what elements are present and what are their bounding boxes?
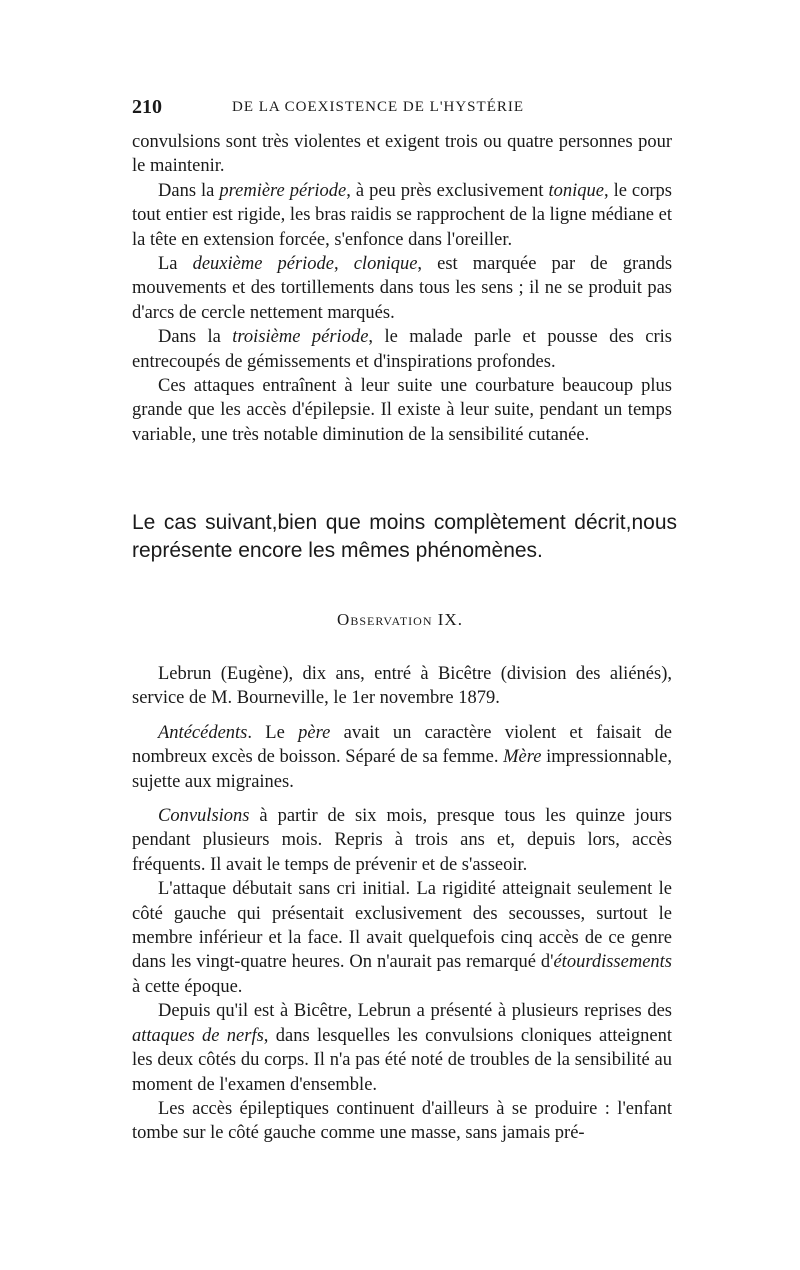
paragraph: Les accès épileptiques continuent d'ailleurs à se produire : l'enfant tombe sur le côté gauche comme une masse, sans jamais pré- [132, 1098, 672, 1144]
paragraph: L'attaque débutait sans cri initial. La rigidité atteignait seulement le côté gauche qui présentait exclusivement des secousses, surtout le membre inférieur et la face. Il avait quelquefois cinq accès de ce genre dans les vingt-quatre heures. On n'aurait pas remarqué d'étourdissements à cette époque. [132, 879, 672, 997]
observation-number: IX. [437, 610, 463, 629]
page-header [132, 96, 672, 120]
lead-paragraph: Le cas suivant,bien que moins complètement décrit,nous représente encore les mêmes phénomènes. [132, 511, 677, 562]
italic-term: Antécédents [158, 722, 248, 743]
paragraph: convulsions sont très violentes et exigent trois ou quatre personnes pour le maintenir. [132, 132, 672, 177]
paragraph: Dans la première période, à peu près exclusivement tonique, le corps tout entier est rigide, les bras raidis se rapprochent de la ligne médiane et la tête en extension forcée, s'enfonce dans l'oreiller. [132, 180, 672, 250]
italic-term: Mère [503, 747, 542, 768]
italic-term: deuxième période [192, 254, 335, 275]
italic-term: Convulsions [158, 806, 250, 827]
paragraph: La deuxième période, clonique, est marquée par de grands mouvements et des tortillements dans tous les sens ; il ne se produit pas d'arcs de cercle nettement marqués. [132, 254, 673, 323]
observation-heading [0, 610, 800, 630]
italic-term: première période [219, 180, 347, 201]
italic-term: tonique [548, 180, 604, 201]
italic-term: père [298, 722, 331, 743]
text-block-top [132, 130, 672, 447]
italic-term: troisième période [232, 327, 369, 348]
text-block-observation [132, 662, 672, 1146]
paragraph: Antécédents. Le père avait un caractère violent et faisait de nombreux excès de boisson. Séparé de sa femme. Mère impressionnable, sujette aux migraines. [132, 722, 673, 792]
paragraph: Depuis qu'il est à Bicêtre, Lebrun a présenté à plusieurs reprises des attaques de nerfs, dans lesquelles les convulsions cloniques atteignent les deux côtés du corps. Il n'a pas été noté de troubles de la sensibilité au moment de l'examen d'ensemble. [132, 1001, 672, 1095]
italic-term: étourdissements [553, 952, 672, 973]
running-title: DE LA COEXISTENCE DE L'HYSTÉRIE [232, 99, 525, 115]
italic-term: clonique [353, 254, 418, 275]
paragraph: Lebrun (Eugène), dix ans, entré à Bicêtre (division des aliénés), service de M. Bourneville, le 1er novembre 1879. [132, 664, 672, 709]
paragraph: Convulsions à partir de six mois, presque tous les quinze jours pendant plusieurs mois. Repris à trois ans et, depuis lors, accès fréquents. Il avait le temps de prévenir et de s'asseoir. [132, 806, 672, 875]
italic-term: attaques de nerfs [132, 1025, 264, 1046]
paragraph: Ces attaques entraînent à leur suite une courbature beaucoup plus grande que les accès d'épilepsie. Il existe à leur suite, pendant un temps variable, une très notable diminution de la sensibilité cutanée. [132, 376, 672, 445]
page-number: 210 [132, 96, 162, 118]
paragraph: Dans la troisième période, le malade parle et pousse des cris entrecoupés de gémissements et d'inspirations profondes. [132, 327, 672, 372]
observation-label: Observation [337, 610, 433, 629]
